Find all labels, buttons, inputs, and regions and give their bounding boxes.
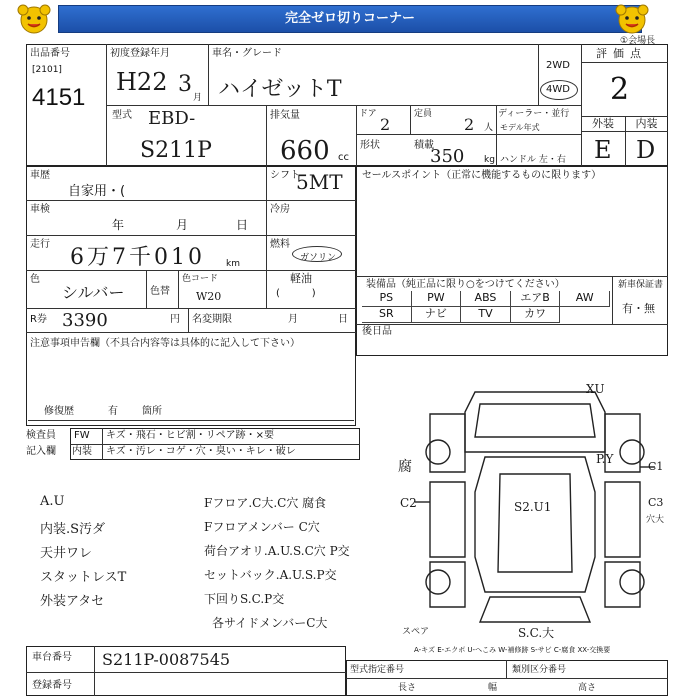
- inspection-year: 年: [112, 218, 125, 232]
- right-section: [356, 166, 668, 356]
- note-right: 荷台アオリ.A.U.S.C穴 P交: [204, 544, 350, 558]
- doors-value: 2: [380, 115, 391, 134]
- shift-value: 5MT: [296, 170, 343, 194]
- equipment-grid: [362, 291, 610, 323]
- exterior-grade: E: [594, 136, 612, 164]
- equipment-item: SR: [362, 307, 412, 323]
- note-left: 天井ワレ: [40, 546, 93, 561]
- name-change-day: 日: [338, 314, 348, 325]
- note-right: Fフロアメンバー C穴: [204, 520, 320, 534]
- displacement-value: 660: [280, 136, 330, 166]
- banner-title: 完全ゼロ切りコーナー: [284, 11, 415, 26]
- displacement-label: 排気量: [270, 110, 300, 121]
- evaluation-score: 2: [610, 72, 630, 107]
- aircon-label: 冷房: [270, 204, 290, 215]
- note-left: スタットレスT: [40, 570, 127, 585]
- diagram-right-c3: C3: [648, 496, 664, 509]
- color-code-label: 色コード: [182, 274, 219, 284]
- history-value: 自家用・(: [68, 184, 126, 199]
- evaluation-label: 評価点: [596, 47, 647, 60]
- handle-label: ハンドル 左・右: [500, 155, 566, 165]
- lot-number: 4151: [32, 84, 86, 111]
- equipment-item: TV: [461, 307, 511, 323]
- mileage-unit: km: [226, 259, 240, 269]
- fuel-label: 燃料: [270, 239, 290, 250]
- note-right: Fフロア.C大.C穴 腐食: [204, 496, 327, 510]
- inspector-interior: 内装: [72, 446, 92, 457]
- inspection-month: 月: [176, 218, 189, 232]
- load-label: 積載: [414, 140, 434, 151]
- repair-yes: 有: [108, 406, 118, 417]
- note-left: 外装アタセ: [40, 594, 105, 609]
- color-label: 色: [30, 274, 40, 285]
- chassis-value: S211P-0087545: [102, 650, 231, 669]
- model-year-label: モデル年式: [500, 123, 540, 132]
- drive-4wd: 4WD: [546, 84, 570, 95]
- shift-label: シフト: [270, 170, 300, 181]
- color-change-label: 色替: [150, 286, 170, 297]
- capacity-label: 定員: [414, 109, 433, 119]
- diagram-right-top: P.Y: [596, 452, 614, 466]
- note-right: 下回りS.C.P交: [204, 592, 285, 606]
- inspection-label: 車検: [30, 204, 50, 215]
- capacity-unit: 人: [484, 123, 494, 133]
- diagram-right-c3-sub: 穴大: [646, 515, 665, 525]
- rear-label: 後日品: [362, 326, 392, 337]
- type-prefix: EBD-: [148, 108, 196, 129]
- model-value: ハイゼットT: [218, 77, 342, 102]
- shape-label: 形状: [360, 140, 380, 151]
- dealer-label: ディーラー・並行: [498, 109, 570, 119]
- registration-era-year: H22: [116, 68, 168, 96]
- load-value: 350: [430, 146, 465, 167]
- name-change-label: 名変期限: [192, 314, 232, 325]
- note-left: A.U: [40, 494, 65, 509]
- model-label: 車名・グレード: [212, 48, 282, 59]
- diagram-center: S2.U1: [514, 500, 552, 514]
- note-right: セットバック.A.U.S.P交: [204, 568, 337, 582]
- equipment-item: PW: [412, 291, 462, 307]
- legend-text: A-キズ E-エクボ U-へこみ W-補修跡 S-サビ C-腐食 XX-交換要: [414, 646, 611, 654]
- warranty-value: 有・無: [622, 302, 655, 315]
- mileage-value: 6万7千010: [70, 245, 205, 270]
- inspector-label-1: 検査員: [26, 430, 56, 441]
- type-value: S211P: [140, 138, 212, 163]
- banner: [58, 5, 642, 33]
- type-label: 型式: [112, 110, 132, 121]
- drive-2wd: 2WD: [546, 60, 570, 71]
- recycle-unit: 円: [170, 314, 180, 325]
- lot-code: [2101]: [32, 65, 62, 75]
- repair-label: 修復歴: [44, 406, 74, 417]
- reg-label: 登録番号: [32, 680, 72, 691]
- lot-label: 出品番号: [30, 48, 70, 59]
- diagram-left-mark: 腐: [398, 459, 412, 475]
- interior-label: 内装: [635, 117, 658, 130]
- equipment-item: PS: [362, 291, 412, 307]
- history-label: 車歴: [30, 170, 50, 181]
- recycle-label: R券: [30, 314, 47, 325]
- sales-points-label: セールスポイント（正常に機能するものに限ります）: [362, 170, 602, 181]
- inspector-interior-items: キズ・汚レ・コゲ・穴・臭い・キレ・破レ: [106, 446, 296, 457]
- warranty-label: 新車保証書: [618, 280, 664, 290]
- inspector-fw: FW: [74, 430, 90, 441]
- diagram-bottom-left: スペア: [402, 627, 430, 637]
- length-label: 長さ: [398, 683, 417, 693]
- equipment-item: カワ: [511, 307, 561, 323]
- note-right: 各サイドメンバーC大: [212, 616, 328, 630]
- name-change-month: 月: [288, 314, 298, 325]
- registration-month-unit: 月: [193, 93, 203, 103]
- mascot-right-icon: [612, 2, 652, 38]
- color-code-value: W20: [196, 290, 222, 303]
- equipment-item: AW: [560, 291, 610, 307]
- fuel-diesel: 軽油: [290, 272, 312, 285]
- class-label: 類別区分番号: [512, 665, 567, 675]
- fuel-paren: ( ): [276, 288, 316, 299]
- inspector-fw-items: キズ・飛石・ヒビ割・リペア跡・×要: [106, 430, 274, 441]
- load-unit: kg: [484, 155, 495, 165]
- equipment-item: ナビ: [412, 307, 462, 323]
- diagram-c2: C2: [400, 496, 417, 510]
- width-label: 幅: [488, 683, 498, 693]
- recycle-value: 3390: [62, 310, 108, 331]
- displacement-unit: cc: [338, 152, 349, 163]
- fuel-gasoline-circle: [292, 246, 342, 262]
- equipment-label: 装備品（純正品に限り○をつけてください）: [366, 279, 565, 290]
- equipment-item: ABS: [461, 291, 511, 307]
- notes-label: 注意事項申告欄（不具合内容等は具体的に記入して下さい）: [30, 338, 300, 349]
- diagram-bottom: S.C.大: [518, 626, 555, 640]
- exterior-label: 外装: [592, 117, 614, 130]
- inspector-label-2: 記入欄: [26, 446, 56, 457]
- note-left: 内装.S汚ダ: [40, 522, 106, 537]
- mileage-label: 走行: [30, 239, 50, 250]
- registration-label: 初度登録年月: [110, 48, 170, 59]
- height-label: 高さ: [578, 683, 597, 693]
- interior-grade: D: [636, 136, 656, 164]
- repair-place: 箇所: [142, 406, 162, 417]
- registration-month: 3: [178, 72, 192, 97]
- doors-label: ドア: [359, 109, 377, 119]
- diagram-right-c1: C1: [648, 460, 664, 473]
- type-cert-label: 型式指定番号: [350, 665, 405, 675]
- diagram-top-mark: XU: [586, 382, 605, 396]
- fuel-gasoline: ガソリン: [300, 253, 337, 263]
- color-value: シルバー: [62, 283, 125, 302]
- mascot-left-icon: [14, 2, 54, 38]
- inspection-day: 日: [236, 218, 249, 232]
- equipment-item: エアB: [511, 291, 561, 307]
- venue-label: ①会場長: [620, 36, 656, 46]
- capacity-value: 2: [464, 115, 475, 134]
- chassis-label: 車台番号: [32, 652, 72, 663]
